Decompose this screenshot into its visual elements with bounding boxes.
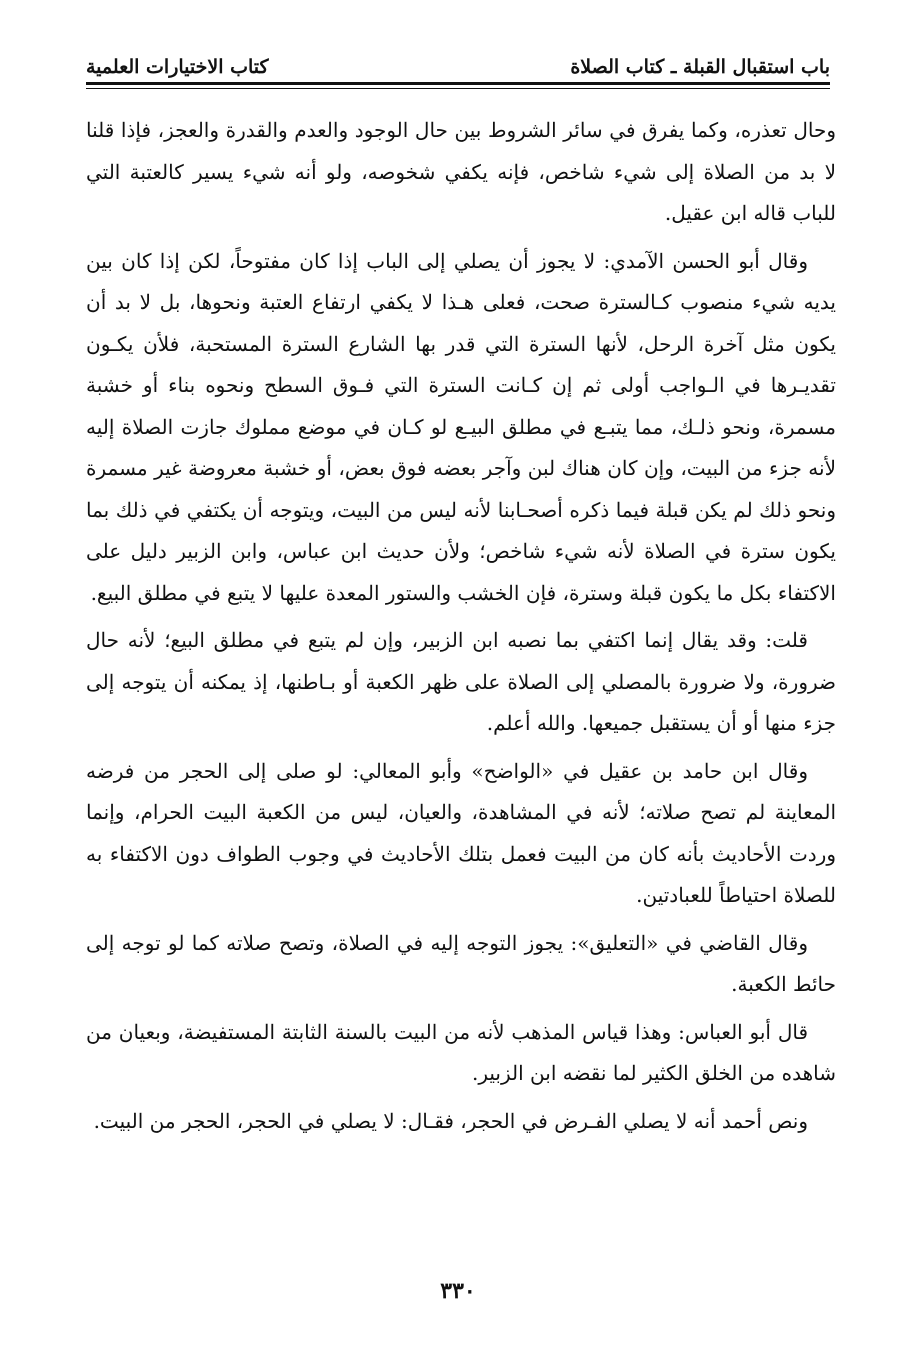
body-text — [86, 110, 836, 1148]
paragraph: وقال أبو الحسن الآمدي: لا يجوز أن يصلي إلى الباب إذا كان مفتوحاً، لكن إذا كان بين يديه شيء منصوب كـالسترة صحت، فعلى هـذا لا يكفي ارتفاع العتبة ونحوها، بل لا بد أن يكون مثل آخرة الرحل، لأنها السترة التي قدر بها الشارع السترة المستحبة، فلأن يكـون تقديـرها في الـواجب أولى ثم إن كـانت السترة التي فـوق السطح ونحوه بناء أو خشبة مسمرة، ونحو ذلـك، مما يتبـع في مطلق البيـع لو كـان في موضع مملوك جازت الصلاة إليه لأنه جزء من البيت، وإن كان هناك لبن وآجر بعضه فوق بعض، أو خشبة معروضة غير مسمرة ونحو ذلك لم يكن قبلة فيما ذكره أصحـابنا لأنه ليس من البيت، ويتوجه أن يكتفي في ذلك بما يكون سترة في الصلاة لأنه شيء شاخص؛ ولأن حديث ابن عباس، وابن الزبير دليل على الاكتفاء بكل ما يكون قبلة وسترة، فإن الخشب والستور المعدة عليها لا يتبع في مطلق البيع. — [86, 248, 836, 605]
paragraph: قال أبو العباس: وهذا قياس المذهب لأنه من البيت بالسنة الثابتة المستفيضة، وبعيان من شاهده من الخلق الكثير لما نقضه ابن الزبير. — [86, 1019, 836, 1085]
header-book-title: كتاب الاختيارات العلمية — [86, 56, 269, 78]
header-rule — [86, 82, 830, 85]
page-number: ٣٣٠ — [440, 1278, 476, 1304]
paragraph: وحال تعذره، وكما يفرق في سائر الشروط بين حال الوجود والعدم والقدرة والعجز، فإذا قلنا لا بد من الصلاة إلى شيء شاخص، فإنه يكفي شخوصه، ولو أنه شيء يسير كالعتبة التي للباب قاله ابن عقيل. — [86, 118, 836, 225]
header-chapter-title: باب استقبال القبلة ـ كتاب الصلاة — [570, 56, 830, 78]
paragraph: قلت: وقد يقال إنما اكتفي بما نصبه ابن الزبير، وإن لم يتبع في مطلق البيع؛ لأنه حال ضرورة، ولا ضرورة بالمصلي إلى الصلاة على ظهر الكعبة أو بـاطنها، إذ يمكنه أن يتوجه إلى جزء منها أو أن يستقبل جميعها. والله أعلم. — [86, 628, 836, 735]
running-header — [86, 46, 830, 82]
paragraph: وقال ابن حامد بن عقيل في «الواضح» وأبو المعالي: لو صلى إلى الحجر من فرضه المعاينة لم تصح صلاته؛ لأنه في المشاهدة، والعيان، ليس من الكعبة البيت الحرام، وإنما وردت الأحاديث بأنه كان من البيت فعمل بتلك الأحاديث في وجوب الطواف دون الاكتفاء به للصلاة احتياطاً للعبادتين. — [86, 758, 836, 907]
paragraph: وقال القاضي في «التعليق»: يجوز التوجه إليه في الصلاة، وتصح صلاته كما لو توجه إلى حائط الكعبة. — [86, 930, 836, 996]
header-rule-thin — [86, 88, 830, 89]
paragraph: ونص أحمد أنه لا يصلي الفـرض في الحجر، فقـال: لا يصلي في الحجر، الحجر من البيت. — [93, 1108, 808, 1133]
